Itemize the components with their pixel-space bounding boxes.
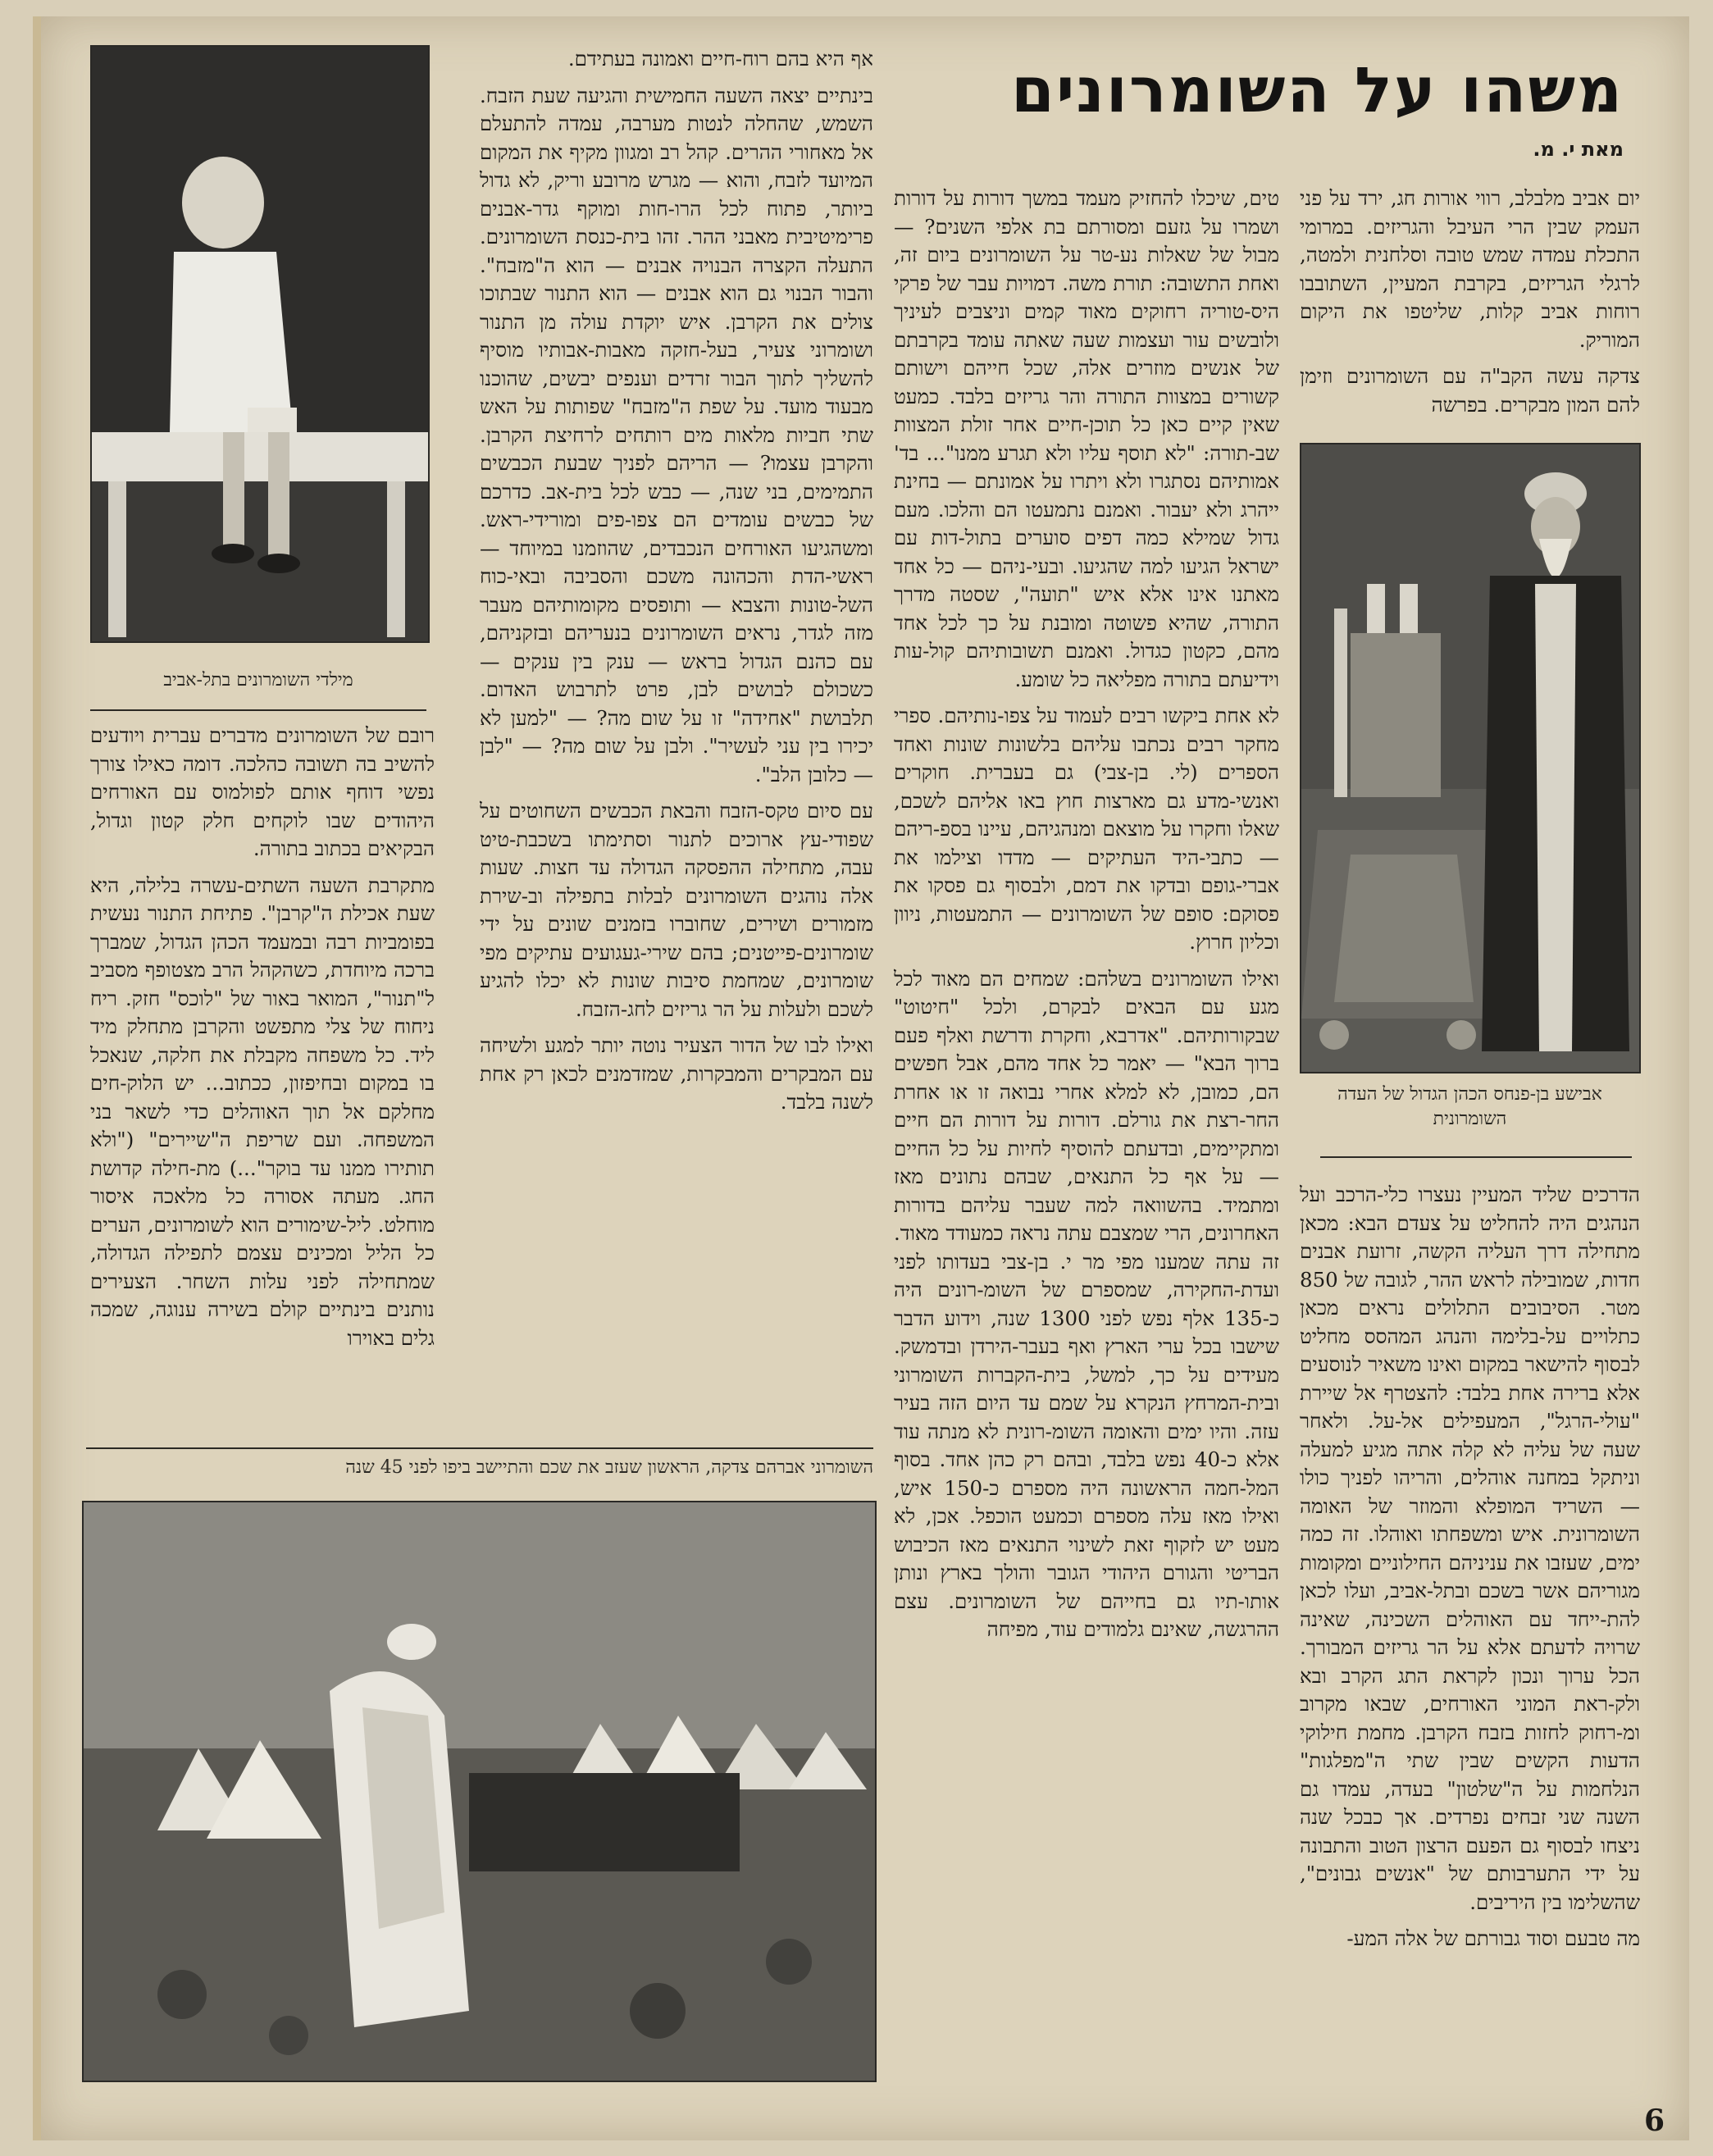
- paragraph: מתקרבת השעה השתים-עשרה בלילה, היא שעת אכילת ה"קרבן". פתיחת התנור נעשית בפומביות רבה ובמעמד הכהן הגדול, שמברך ברכה מיוחדת, כשהקהל הרב מצטופף מסביב ל"תנור", המואר באור של "לוכס" חזק. ריח ניחוח של צלי מתפשט והקרבן מתחלק מיד ליד. כל משפחה מקבלת את חלקה, שנאכל בו במקום ובחיפזון, ככתוב... יש הלוק-חים מחלקם אל תוך האוהלים כדי לשאר בני המשפחה. ועם שריפת ה"שיירים" ("ולא תותירו ממנו עד בוקר"...) מת-חילה קדושת החג. מעתה אסורה כל מלאכה איסור מוחלט. ליל-שימורים הוא לשומרונים, הערים כל הליל ומכינים עצמם לתפילה הגדולה, שמתחילה לפני עלות השחר. הצעירים נותנים בינתיים קולם בשירה ענוגה, שמכה גלים באוירו: [90, 873, 435, 1350]
- child-photo: [90, 45, 430, 643]
- wide-photo-caption: השומרוני אברהם צדקה, הראשון שעזב את שכם והתיישב ביפו לפני 45 שנה: [345, 1457, 873, 1478]
- child-figure-illustration: [92, 47, 428, 641]
- paragraph: לא אחת ביקשו רבים לעמוד על צפו-נותיהם. ספרי מחקר רבים נכתבו עליהם בלשונות שונות ואחד הספרים (לי. בן-צבי) גם בעברית. חוקרים ואנשי-מדע גם מארצות חוץ באו אליהם לשכם, שאלו וחקרו על מוצאם ומנהגיהם, עיינו בספ-ריהם — כתבי-היד העתיקים — מדדו וצילמו את אברי-גופם ובדקו את דמם, ולבסוף גם פסקו את פסוקם: סופם של השומרונים — התמעטות, ניוון וכליון חרוץ.: [894, 704, 1279, 954]
- divider: [90, 709, 426, 711]
- paragraph: רובם של השומרונים מדברים עברית ויודעים להשיב בה תשובה כהלכה. דומה כאילו צורך נפשי דוחף אותם לפולמוס עם האורחים היהודים שבו לוקחים חלק קטון וגדול, הבקיאים בכתוב בתורה.: [90, 723, 435, 860]
- child-photo-caption: מילדי השומרונים בתל-אביב: [163, 670, 353, 691]
- paragraph: מה טבעם וסוד גבורתם של אלה המע-: [1346, 1926, 1640, 1950]
- right-column-top: [1300, 185, 1640, 435]
- article-title: משהו על השומרונים: [1011, 53, 1624, 126]
- priest-figure-illustration: [1301, 444, 1639, 1072]
- paragraph: ואילו לבו של הדור הצעיר נוטה יותר למגע ולשיחה עם המבקרים והמבקרות, שמזדמנים לכאן רק אחת לשנה בלבד.: [480, 1033, 873, 1114]
- paragraph: אף היא בהם רוח-חיים ואמונה בעתידם.: [567, 47, 873, 71]
- paragraph: הדרכים שליד המעיין נעצרו כלי-הרכב ועל הנהגים היה להחליט על צעדם הבא: מכאן מתחילה דרך העליה הקשה, זרועת אבנים חדות, שמובילה לראש ההר, לגובה של 850 מטר. הסיבובים התלולים נראים מכאן כתלויים על-בלימה והנהג המהסס מחליט לבסוף להישאר במקום ואינו משאיר לנוסעים אלא ברירה אחת בלבד: להצטרף אל שיירת "עולי-הרגל", המעפילים אל-על. ולאחר שעה של עליה לא קלה אתה מגיע למעלה וניתקל במחנה אוהלים, והריהו לפניך כולו — השריד המופלא והמוזר של האומה השומרונית. איש ומשפחתו ואוהלו. זה כמה ימים, שעזבו את עניניהם החילוניים ומקומות מגוריהם אשר בשכם ובתל-אביב, ועלו לכאן להת-ייחד עם האוהלים השכינה, שאינה שרויה לדעתם אלא על הר גריזים המבורך. הכל ערוך ונכון לקראת התג הקרב ובא ולק-ראת המוני האורחים, שבאו מקרוב ומ-רחוק לחזות בזבח הקרבן. מחמת חילוקי הדעות הקשים שבין שתי ה"מפלגות" הנלחמות על ה"שלטון" בעדה, עמדו גם השנה שני זבחים נפרדים. אך כבכל שנה ניצחו לבסוף גם הפעם הרצון הטוב והתבונה על ידי התערבותם של "אנשים גבונים", שהשלימו בין היריבים.: [1300, 1183, 1640, 1914]
- paragraph: עם סיום טקס-הזבח והבאת הכבשים השחוטים על שפודי-עץ ארוכים לתנור וסתימתו בשכבת-טיט עבה, מתחילה ההפסקה הגדולה עד חצות. שעות אלה נוהגים השומרונים לבלות בתפילה וב-שירת מזמורים ושירים, שחוברו בזמנים שונים על ידי שומרונים-פייטנים; בהם שירי-געגועים עתיקים מפי שומרונים, שמחמת סיבות שונות לא יכלו להגיע לשכם ולעלות על הר גריזים לחג-הזבח.: [480, 799, 873, 1021]
- priest-photo-caption: אבישע בן-פנחס הכהן הגדול של העדה השומרונית: [1337, 1084, 1602, 1129]
- paragraph: יום אביב מלבלב, רווי אורות חג, ירד על פני העמק שבין הרי העיבל והגריזים. במרומי התכלת עמדה שמש טובה וסלחנית ולמטה, לרגלי הגריזים, בקרבת המעיין, השתובבו רוחות אביב קלות, שליטפו את היקום המוריק.: [1300, 186, 1640, 352]
- page-number: 6: [1644, 2104, 1665, 2138]
- camp-scene-illustration: [84, 1502, 875, 2081]
- far-left-column: [90, 722, 435, 1439]
- paragraph: בינתיים יצאה השעה החמישית והגיעה שעת הזבח. השמש, שהחלה לנטות מערבה, עמדה להתעלם אל מאחורי ההרים. קהל רב ומגוון מקיף את המקום המיועד לזבח, והוא — מגרש מרובע וריק, לא גדול ביותר, פתוח לכל הרו-חות ומוקף גדר-אבנים פרימיטיבית מאבני ההר. זהו בית-כנסת השומרונים. התעלה הקצרה הבנויה אבנים — הוא ה"מזבח". והבור הבנוי גם הוא אבנים — הוא התנור שבתוכו צולים את הקרבן. איש יוקדת עולה מן התנור ושומרוני צעיר, בעל-חזקה מאבות-אבותיו מוסיף להשליך לתוך הבור זרדים וענפים יבשים, שהוכנו מבעוד מועד. על שפת ה"מזבח" שפותות על האש שתי חביות מלאות מים רותחים לרחיצת הקרבן. והקרבן עצמו? — הריהם לפניך שבעת הכבשים התמימים, בני שנה, — כבש לכל בית-אב. כדרכם של כבשים עומדים הם צפו-פים ומורידי-ראש. ומשהגיעו האורחים הנכבדים, שהוזמנו במיוחד — ראשי-הדת והכהונה משכם והסביבה ובאי-כוח השל-טונות והצבא — ותופסים מקומותיהם מעבר מזה לגדר, נראים השומרונים בנעריהם ובזקניהם, עם כהנם הגדול בראש — ענק בין ענקים — כשכולם לבושים לבן, פרט לתרבוש האדום. תלבושת "אחידה" זו על שום מה? — "למען לא יכירו בין עני לעשיר". ולבן על שום מה? — "לבן — כלובן הלב".: [480, 83, 873, 786]
- paragraph: צדקה עשה הקב"ה עם השומרונים וזימן להם המון מבקרים. בפרשה: [1300, 364, 1640, 417]
- wide-photo: [82, 1501, 877, 2082]
- article-byline: מאת י. מ.: [1533, 138, 1624, 161]
- divider: [1320, 1156, 1632, 1158]
- paragraph: טים, שיכלו להחזיק מעמד במשך דורות על דורות ושמרו על גזעם ומסורתם בת אלפי השנים? — מבול של שאלות נע-טר על השומרונים ביום זה, ואחת התשובה: תורת משה. דמויות עבר של פרקי היס-טוריה רחוקים מאוד קמים וניצבים לעיניך ולובשים עור ועצמות שעה שאתה עומד בקרבתם של אנשים מוזרים אלה, שכל חייהם וישותם קשורים במצוות התורה והר גריזים בלבד. כמעט שאין קיים כאן כל תוכן-חיים אחר זולת המצוות שב-תורה: "לא תוסף עליו ולא תגרע ממנו"... בד' אמותיהם נסתגרו ולא ויתרו על אמונתם — בחינת ייהרג ולא יעבור. ואמנם נתמעטו הם והלכו. מעם גדול שמילא כמה דפים סוערים בתול-דות עם ישראל הגיעו למה שהגיעו. ובעי-ניהם — כל אחד מאתנו אינו אלא איש "תועה", שסטה מדרך התורה, שהיא פשוטה ומובנת על כך לכל אחד מהם, כקטון כגדול. ואמנם תשובותיהם קול-עות וידיעתם בתורה מפליאה כל שומע.: [894, 186, 1279, 691]
- magazine-page: [33, 16, 1689, 2140]
- divider: [86, 1447, 873, 1449]
- left-column-top: [480, 45, 873, 1439]
- right-column-bottom: [1300, 1181, 1640, 2075]
- middle-column: [894, 185, 1279, 2079]
- priest-photo: [1300, 443, 1641, 1073]
- paragraph: ואילו השומרונים בשלהם: שמחים הם מאוד לכל מגע עם הבאים לבקרם, ולכל "חיטוט" שבקורותיהם. "אדרבא, וחקרת ודרשת ואלף פעם ברוך הבא" — יאמר כל אחד מהם, אבל חפשים הם, כמובן, לא למלא אחרי נבואה זו או אחרת החר-רצת את גורלם. דורות על דורות הם חיים ומתקיימים, ובדעתם להוסיף לחיות על כל החיים — על אף כל התנאים, שבהם נתונים מאז ומתמיד. בהשוואה למה שעבר עליהם בדורות האחרונים, הרי שמצבם עתה נראה כמעודד מאוד. זה עתה שמענו מפי מר י. בן-צבי בעדותו לפני ועדת-החקירה, שמספרם של השומ-רונים היה כ-135 אלף נפש לפני 1300 שנה, וידוע הדבר שישבו בכל ערי הארץ ואף בעבר-הירדן ובדמשק. מעידים על כך, למשל, בית-הקברות השומרוני ובית-המרחץ הנקרא על שמם עד היום הזה בעיר עזה. והיו ימים והאומה השומ-רונית לא מנתה עוד אלא כ-40 נפש בלבד, ובהם רק כהן אחד. בסוף המל-חמה הראשונה היה מספרם כ-150 איש, ואילו מאז עלה מספרם וכמעט הוכפל. אכן, לא מעט יש לזקוף זאת לשינוי התנאים מאז הכיבוש הבריטי והגורם היהודי הגובר והולך בארץ ונותן אותו-תיו גם בחייהם של השומרונים. עצם ההרגשה, שאינם גלמודים עוד, מפיחה: [894, 966, 1279, 1641]
